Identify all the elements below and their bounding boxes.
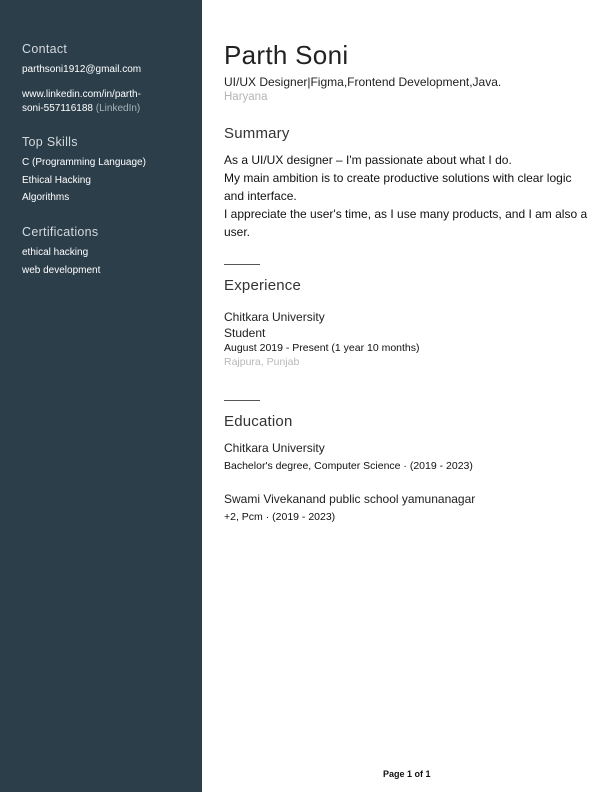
education-school: Swami Vivekanand public school yamunanagar xyxy=(224,492,476,506)
candidate-name: Parth Soni xyxy=(224,40,349,70)
skill-item: C (Programming Language) xyxy=(22,157,146,168)
education-heading: Education xyxy=(224,413,293,430)
linkedin-url-line1: www.linkedin.com/in/parth- xyxy=(22,89,141,100)
education-detail: Bachelor's degree, Computer Science · (2019 - 2023) xyxy=(224,460,473,472)
certifications-heading: Certifications xyxy=(22,225,99,239)
summary-line: As a UI/UX designer – I'm passionate about what I do. xyxy=(224,153,512,167)
certification-item: web development xyxy=(22,265,101,276)
experience-location: Rajpura, Punjab xyxy=(224,356,300,368)
education-school: Chitkara University xyxy=(224,441,325,455)
email-link[interactable]: parthsoni1912@gmail.com xyxy=(22,64,142,75)
linkedin-label: (LinkedIn) xyxy=(95,103,141,114)
skill-item: Ethical Hacking xyxy=(22,175,91,186)
experience-dates: August 2019 - Present (1 year 10 months) xyxy=(224,342,420,354)
linkedin-url-line2: soni-557116188 xyxy=(22,103,93,114)
experience-title: Student xyxy=(224,326,266,340)
page-number: Page 1 of 1 xyxy=(383,769,431,779)
divider xyxy=(224,400,260,401)
divider xyxy=(224,264,260,265)
top-skills-heading: Top Skills xyxy=(22,135,78,149)
skill-item: Algorithms xyxy=(22,192,70,203)
sidebar xyxy=(0,0,202,792)
headline: UI/UX Designer|Figma,Frontend Development,Java. xyxy=(224,75,502,89)
linkedin-link[interactable] xyxy=(22,88,141,116)
certification-item: ethical hacking xyxy=(22,247,89,258)
experience-heading: Experience xyxy=(224,277,302,294)
education-detail: +2, Pcm · (2019 - 2023) xyxy=(224,511,336,523)
summary-line: I appreciate the user's time, as I use many products, and I am also a user. xyxy=(224,207,588,239)
experience-company: Chitkara University xyxy=(224,310,325,324)
summary-heading: Summary xyxy=(224,125,290,142)
summary-text xyxy=(224,151,594,241)
location: Haryana xyxy=(224,91,268,103)
summary-line: My main ambition is to create productive solutions with clear logic and interface. xyxy=(224,171,572,203)
contact-heading: Contact xyxy=(22,42,68,56)
